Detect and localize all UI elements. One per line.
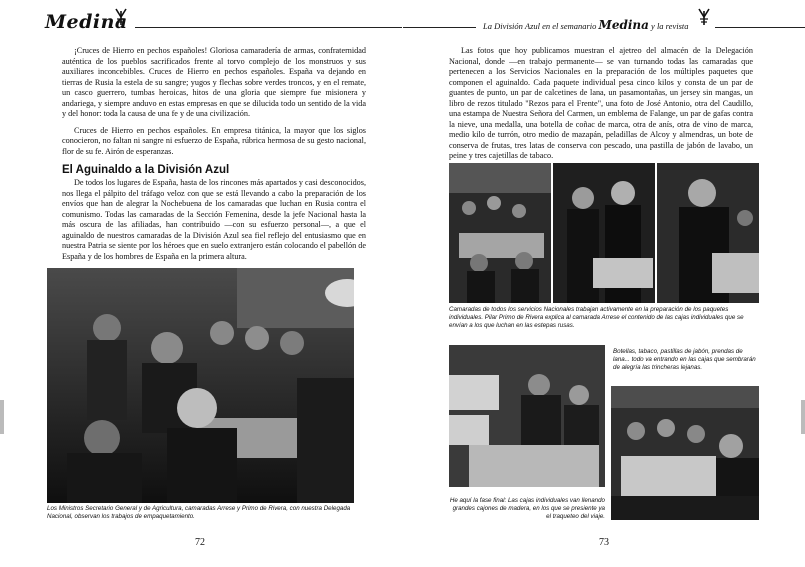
page-edge-mark bbox=[801, 400, 805, 434]
photo-officials-inspecting bbox=[553, 163, 655, 303]
header-title-brand: Medina bbox=[598, 18, 649, 32]
header-title bbox=[483, 18, 689, 32]
yoke-arrows-emblem-icon bbox=[114, 7, 128, 27]
page-number: 73 bbox=[599, 537, 609, 548]
middle-photo-caption: Botellas, tabaco, pastillas de jabón, prendas de lana... todo va entrando en las cajas que sembrarán de alegría las trincheras lejanas. bbox=[613, 348, 756, 371]
right-intro-text bbox=[449, 46, 753, 168]
page-number: 72 bbox=[195, 537, 205, 548]
header-logo: Medina bbox=[45, 11, 128, 33]
header-title-suffix: y la revista bbox=[651, 21, 689, 31]
paragraph: De todos los lugares de España, hasta de los rincones más apartados y casi desconocidos, nos llega el pálpito del tráfago veloz con que se está llevando a cabo la preparación de los envíos que han de alegrar la Nochebuena de los camaradas que luchan en Rusia contra el comunismo. Todas las camaradas de la Sección Femenina, desde la jefe Nacional hasta la más oscura de las afiliadas, han contribuido —con su esfuerzo personal—, a que el aguinaldo de nuestros camaradas de la División Azul sea fiel reflejo del entusiasmo que en nuestra Patria se siente por los héroes que en suelo extranjero están colocando el pabellón de España y de los hombres de España en la primera altura. bbox=[62, 178, 366, 261]
header-rule bbox=[715, 27, 805, 28]
photo-women-packing-with-ministers bbox=[47, 268, 354, 503]
photo-man-handling-boxes bbox=[657, 163, 759, 303]
section-heading: El Aguinaldo a la División Azul bbox=[62, 164, 230, 176]
right-page bbox=[403, 0, 805, 567]
left-page bbox=[0, 0, 402, 567]
header-rule bbox=[135, 27, 402, 28]
header-rule bbox=[403, 27, 476, 28]
left-photo-caption: Los Ministros Secretario General y de Agricultura, camaradas Arrese y Primo de Rivera, con nuestra Delegada Nacional, observan los trabajos de empaquetamiento. bbox=[47, 505, 351, 520]
bottom-photo-caption: He aquí la fase final: Las cajas individuales van llenando grandes cajones de madera, en los que se presiente ya el traqueteo del viaje. bbox=[449, 497, 605, 520]
paragraph: Cruces de Hierro en pechos españoles. En empresa titánica, la mayor que los siglos conocieron, no faltan ni sangre ni esfuerzo de España, rúbrica hermosa de su gesto nacional, flor de su fe. Airón de esperanzas. bbox=[62, 125, 366, 156]
header-title-prefix: La División Azul en el semanario bbox=[483, 21, 597, 31]
photo-filling-wooden-crates bbox=[611, 386, 759, 520]
left-intro-text bbox=[62, 46, 366, 163]
paragraph: Las fotos que hoy publicamos muestran el ajetreo del almacén de la Delegación Nacional, donde —en trabajo permanente— se van turnando todas las camaradas que pertenecen a los Servicios Nacionales en la preparación de los múltiples paquetes que componen el aguinaldo. Cada paquete individual pesa cinco kilos y consta de un par de guantes de punto, un par de calcetines de lana, un pasamontañas, un jersey sin mangas, un libro de rezos titulado "Rezos para el Frente", una foto de José Antonio, otra del Caudillo, una estampa de Nuestra Señora del Carmen, un emblema de Falange, un par de gafas contra la nieve, una medalla, una botella de coñac de marca, otra de anís, otra de vino de marca, medio kilo de turrón, otro medio de mazapán, peladillas de Alcoy y almendras, un bote de conserva de frutas, tres latas de conserva con pescado, una pastilla de jabón de lavabo, un peine y tres cajetillas de tabaco. bbox=[449, 46, 753, 160]
page-edge-mark bbox=[0, 400, 4, 434]
section-text bbox=[62, 178, 366, 268]
photo-workers-table bbox=[449, 163, 551, 303]
yoke-arrows-emblem-icon bbox=[697, 7, 711, 27]
photo-women-packing-boxes bbox=[449, 345, 605, 487]
top-photos-caption: Camaradas de todos los servicios Nacionales trabajan activamente en la preparación de los paquetes individuales. Pilar Primo de Rivera explica al camarada Arrese el contenido de las cajas individuales que se envían a los que luchan en las estepas rusas. bbox=[449, 306, 744, 329]
paragraph: ¡Cruces de Hierro en pechos españoles! Gloriosa camaradería de armas, confraternidad auténtica de los pueblos sacrificados frente al torvo complejo de los monstruos y sus auxiliares inconcebibles. Cruces de Hierro en pechos españoles. España va dejando en tierras de Rusia la estela de su sangre; yugos y flechas sobre verdes troncos, y en el remate, un casco guerrero, tumbas heroicas, hitos de una gloria que siempre fue misionera y andariega, y siempre anduvo en estas empresas en que se dilucida todo un sentido de la vida y del honor: toda la causa de una fe y de una civilización. bbox=[62, 46, 366, 118]
